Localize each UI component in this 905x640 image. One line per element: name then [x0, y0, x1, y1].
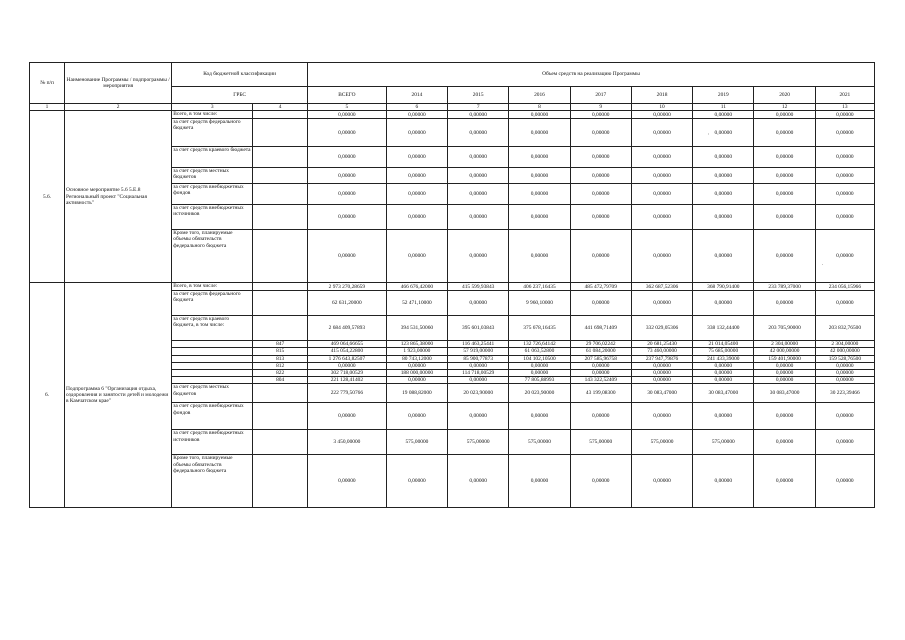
amount-cell: 415 054,22800: [307, 348, 386, 355]
amount-cell: 0,00000: [693, 403, 754, 430]
amount-cell: 114 718,00529: [448, 370, 509, 377]
amount-cell: 0,00000: [570, 403, 631, 430]
amount-cell: 575,00000: [509, 430, 570, 455]
amount-cell: 0,00000: [815, 291, 874, 316]
amount-cell: 0,00000: [754, 119, 815, 147]
header-year: 2018: [631, 86, 692, 103]
column-index: 7: [448, 104, 509, 111]
source-label: Всего, в том числе:: [172, 111, 253, 119]
source-label: за счет средств внебюджетных источников: [172, 205, 253, 230]
amount-cell: 0,00000: [509, 230, 570, 283]
amount-cell: 0,00000: [448, 230, 509, 283]
amount-cell: 222 779,50766: [307, 384, 386, 403]
amount-cell: 21 014,05400: [693, 341, 754, 348]
amount-cell: 2 304,00000: [754, 341, 815, 348]
header-year: 2016: [509, 86, 570, 103]
row-title: Основное мероприятие 5.6 5.Е.8 Региональный проект "Социальная активность": [65, 111, 172, 283]
amount-cell: 466 676,42000: [386, 283, 447, 291]
amount-cell: 73 460,00000: [631, 348, 692, 355]
scan-dot: .: [822, 262, 824, 267]
source-label: Кроме того, планируемые объемы обязательств федерального бюджета: [172, 230, 253, 283]
source-label: за счет средств местных бюджетов: [172, 168, 253, 184]
amount-cell: 1 276 643,82507: [307, 355, 386, 362]
source-label: за счет средств федерального бюджета: [172, 291, 253, 316]
amount-cell: 0,00000: [386, 147, 447, 168]
amount-cell: 0,00000: [509, 168, 570, 184]
amount-cell: 0,00000: [448, 111, 509, 119]
amount-cell: 575,00000: [448, 430, 509, 455]
row-number: 6.: [30, 283, 65, 508]
amount-cell: 52 471,10000: [386, 291, 447, 316]
amount-cell: 20 681,25430: [631, 341, 692, 348]
amount-cell: 123 865,38000: [386, 341, 447, 348]
amount-cell: 0,00000: [570, 291, 631, 316]
amount-cell: 30 223,39466: [815, 384, 874, 403]
amount-cell: 132 726,64142: [509, 341, 570, 348]
amount-cell: 362 687,52306: [631, 283, 692, 291]
amount-cell: 0,00000: [509, 370, 570, 377]
grbs-spacer: [172, 370, 253, 377]
amount-cell: 0,00000: [307, 168, 386, 184]
amount-cell: 30 083,47000: [631, 384, 692, 403]
amount-cell: 0,00000: [754, 205, 815, 230]
amount-cell: 0,00000: [693, 184, 754, 205]
source-label: Кроме того, планируемые объемы обязательств федерального бюджета: [172, 455, 253, 508]
amount-cell: 0,00000: [815, 377, 874, 384]
header-year: 2019: [693, 86, 754, 103]
amount-cell: 0,00000: [570, 455, 631, 508]
amount-cell: 75 685,00000: [693, 348, 754, 355]
grbs-cell: 847: [253, 341, 308, 348]
amount-cell: 0,00000: [815, 455, 874, 508]
amount-cell: 0,00000: [307, 111, 386, 119]
source-label: за счет средств краевого бюджета: [172, 147, 253, 168]
amount-cell: 0,00000: [448, 455, 509, 508]
amount-cell: 80 743,12000: [386, 355, 447, 362]
header-budget-code: Код бюджетной классификации: [172, 63, 308, 87]
amount-cell: 0,00000: [307, 403, 386, 430]
column-index: 3: [172, 104, 253, 111]
column-index: 9: [570, 104, 631, 111]
amount-cell: 0,00000: [631, 291, 692, 316]
amount-cell: 0,00000: [386, 362, 447, 369]
amount-cell: 0,00000: [815, 111, 874, 119]
amount-cell: 159 401,90000: [754, 355, 815, 362]
amount-cell: 302 718,00529: [307, 370, 386, 377]
amount-cell: 0,00000: [631, 119, 692, 147]
header-num: № п/п: [30, 63, 65, 104]
amount-cell: 0,00000: [754, 230, 815, 283]
amount-cell: 441 698,71409: [570, 316, 631, 341]
amount-cell: 0,00000: [509, 147, 570, 168]
amount-cell: 0,00000: [815, 168, 874, 184]
amount-cell: 0,00000: [631, 403, 692, 430]
amount-cell: 0,00000: [386, 455, 447, 508]
amount-cell: 2 304,00000: [815, 341, 874, 348]
row-number: 5.6.: [30, 111, 65, 283]
grbs-cell: [253, 168, 308, 184]
amount-cell: 0,00000: [307, 147, 386, 168]
column-index: 13: [815, 104, 874, 111]
amount-cell: 0,00000: [631, 184, 692, 205]
amount-cell: 159 528,76500: [815, 355, 874, 362]
amount-cell: 0,00000: [754, 291, 815, 316]
amount-cell: 0,00000: [754, 184, 815, 205]
amount-cell: 0,00000: [448, 184, 509, 205]
amount-cell: 0,00000: [386, 111, 447, 119]
amount-cell: 61 084,20000: [570, 348, 631, 355]
column-index: 12: [754, 104, 815, 111]
amount-cell: 42 000,00000: [815, 348, 874, 355]
amount-cell: 0,00000: [815, 430, 874, 455]
amount-cell: 0,00000: [448, 147, 509, 168]
amount-cell: 0,00000: [693, 455, 754, 508]
amount-cell: 20 023,90000: [448, 384, 509, 403]
amount-cell: 203 832,76500: [815, 316, 874, 341]
amount-cell: 469 064,66655: [307, 341, 386, 348]
amount-cell: 0,00000: [754, 377, 815, 384]
amount-cell: 77 805,88993: [509, 377, 570, 384]
amount-cell: 0,00000: [386, 168, 447, 184]
header-amounts: Объем средств на реализацию Программы: [307, 63, 874, 87]
header-year: 2021: [815, 86, 874, 103]
amount-cell: 29 706,02242: [570, 341, 631, 348]
amount-cell: 485 472,79709: [570, 283, 631, 291]
column-index: 11: [693, 104, 754, 111]
amount-cell: 85 900,77873: [448, 355, 509, 362]
amount-cell: 0,00000: [570, 147, 631, 168]
grbs-cell: [253, 403, 308, 430]
amount-cell: 241 433,39000: [693, 355, 754, 362]
amount-cell: 0,00000: [570, 111, 631, 119]
grbs-cell: [253, 291, 308, 316]
amount-cell: 0,00000: [448, 362, 509, 369]
grbs-cell: [253, 205, 308, 230]
amount-cell: 0,00000: [693, 230, 754, 283]
amount-cell: 0,00000: [570, 205, 631, 230]
grbs-cell: 812: [253, 362, 308, 369]
amount-cell: 0,00000: [448, 168, 509, 184]
grbs-cell: [253, 111, 308, 119]
amount-cell: 0,00000: [509, 362, 570, 369]
amount-cell: 20 023,90000: [509, 384, 570, 403]
amount-cell: 61 063,52800: [509, 348, 570, 355]
amount-cell: 0,00000: [386, 205, 447, 230]
amount-cell: 575,00000: [631, 430, 692, 455]
amount-cell: 62 631,20000: [307, 291, 386, 316]
grbs-cell: [253, 184, 308, 205]
amount-cell: 0,00000: [307, 119, 386, 147]
amount-cell: 395 601,03843: [448, 316, 509, 341]
amount-cell: 0,00000: [693, 119, 754, 147]
header-grbs: ГРБС: [172, 86, 308, 103]
amount-cell: 0,00000: [570, 230, 631, 283]
amount-cell: 0,00000: [631, 455, 692, 508]
amount-cell: 0,00000: [754, 168, 815, 184]
amount-cell: 0,00000: [754, 147, 815, 168]
amount-cell: 221 128,41402: [307, 377, 386, 384]
budget-table-sheet: [29, 62, 875, 508]
header-year: ВСЕГО: [307, 86, 386, 103]
source-label: за счет средств внебюджетных фондов: [172, 184, 253, 205]
amount-cell: 406 237,16435: [509, 283, 570, 291]
grbs-cell: [253, 119, 308, 147]
amount-cell: 0,00000: [815, 205, 874, 230]
table-row: [30, 283, 875, 291]
grbs-cell: [253, 455, 308, 508]
amount-cell: 0,00000: [509, 119, 570, 147]
amount-cell: 0,00000: [448, 119, 509, 147]
grbs-cell: [253, 316, 308, 341]
column-index: 10: [631, 104, 692, 111]
amount-cell: 0,00000: [386, 184, 447, 205]
header-year: 2020: [754, 86, 815, 103]
amount-cell: 0,00000: [307, 455, 386, 508]
source-label: за счет средств внебюджетных фондов: [172, 403, 253, 430]
amount-cell: 0,00000: [570, 370, 631, 377]
amount-cell: 0,00000: [631, 205, 692, 230]
amount-cell: 0,00000: [631, 370, 692, 377]
amount-cell: 0,00000: [693, 205, 754, 230]
amount-cell: 0,00000: [631, 362, 692, 369]
amount-cell: 375 678,16435: [509, 316, 570, 341]
budget-table: [29, 62, 875, 508]
scan-dot: ': [708, 134, 709, 139]
header-year: 2017: [570, 86, 631, 103]
amount-cell: 143 322,52409: [570, 377, 631, 384]
amount-cell: 0,00000: [631, 168, 692, 184]
column-index: 2: [65, 104, 172, 111]
amount-cell: 0,00000: [570, 168, 631, 184]
grbs-spacer: [172, 341, 253, 348]
amount-cell: 0,00000: [570, 119, 631, 147]
amount-cell: 0,00000: [754, 430, 815, 455]
amount-cell: 0,00000: [815, 403, 874, 430]
amount-cell: 43 199,08300: [570, 384, 631, 403]
amount-cell: 30 083,47000: [754, 384, 815, 403]
grbs-cell: [253, 147, 308, 168]
amount-cell: 0,00000: [754, 403, 815, 430]
column-index: 5: [307, 104, 386, 111]
amount-cell: 575,00000: [570, 430, 631, 455]
source-label: за счет средств внебюджетных источников: [172, 430, 253, 455]
amount-cell: 42 000,00000: [754, 348, 815, 355]
grbs-cell: 822: [253, 370, 308, 377]
amount-cell: 0,00000: [448, 205, 509, 230]
amount-cell: 0,00000: [693, 291, 754, 316]
header-name: Наименование Программы / подпрограммы / мероприятия: [65, 63, 172, 104]
grbs-cell: 815: [253, 348, 308, 355]
grbs-cell: [253, 283, 308, 291]
amount-cell: 0,00000: [448, 291, 509, 316]
amount-cell: 575,00000: [693, 430, 754, 455]
amount-cell: 104 102,10500: [509, 355, 570, 362]
grbs-cell: [253, 430, 308, 455]
grbs-spacer: [172, 355, 253, 362]
amount-cell: 0,00000: [386, 119, 447, 147]
amount-cell: 0,00000: [631, 111, 692, 119]
source-label: за счет средств местных бюджетов: [172, 384, 253, 403]
amount-cell: 2 973 270,28659: [307, 283, 386, 291]
amount-cell: 0,00000: [509, 455, 570, 508]
amount-cell: 0,00000: [693, 377, 754, 384]
amount-cell: 368 790,91400: [693, 283, 754, 291]
amount-cell: 0,00000: [815, 370, 874, 377]
amount-cell: 0,00000: [754, 362, 815, 369]
amount-cell: 0,00000: [693, 362, 754, 369]
amount-cell: 0,00000: [815, 184, 874, 205]
grbs-cell: 813: [253, 355, 308, 362]
amount-cell: 0,00000: [570, 184, 631, 205]
amount-cell: 0,00000: [509, 205, 570, 230]
grbs-spacer: [172, 348, 253, 355]
amount-cell: 0,00000: [631, 377, 692, 384]
amount-cell: 0,00000: [693, 111, 754, 119]
amount-cell: 0,00000: [509, 403, 570, 430]
amount-cell: 0,00000: [307, 205, 386, 230]
column-index: 8: [509, 104, 570, 111]
amount-cell: 0,00000: [307, 362, 386, 369]
amount-cell: 0,00000: [386, 377, 447, 384]
amount-cell: 234 056,15966: [815, 283, 874, 291]
header-year: 2015: [448, 86, 509, 103]
amount-cell: 2 684 409,57893: [307, 316, 386, 341]
column-index: 1: [30, 104, 65, 111]
source-label: за счет средств краевого бюджета, в том числе:: [172, 316, 253, 341]
amount-cell: 1 923,00000: [386, 348, 447, 355]
amount-cell: 0,00000: [815, 147, 874, 168]
amount-cell: 0,00000: [754, 111, 815, 119]
amount-cell: 3 450,00000: [307, 430, 386, 455]
amount-cell: 338 132,44400: [693, 316, 754, 341]
grbs-cell: [253, 384, 308, 403]
amount-cell: 30 083,47000: [693, 384, 754, 403]
amount-cell: 0,00000: [307, 230, 386, 283]
amount-cell: 0,00000: [570, 362, 631, 369]
header-year: 2014: [386, 86, 447, 103]
amount-cell: 0,00000: [307, 184, 386, 205]
amount-cell: 0,00000: [693, 370, 754, 377]
amount-cell: 0,00000: [631, 147, 692, 168]
amount-cell: 0,00000: [815, 230, 874, 283]
amount-cell: 203 705,90000: [754, 316, 815, 341]
amount-cell: 0,00000: [693, 168, 754, 184]
amount-cell: 0,00000: [631, 230, 692, 283]
amount-cell: 0,00000: [448, 377, 509, 384]
amount-cell: 415 599,93843: [448, 283, 509, 291]
table-row: [30, 111, 875, 119]
amount-cell: 0,00000: [386, 230, 447, 283]
grbs-cell: [253, 230, 308, 283]
amount-cell: 19 088,82000: [386, 384, 447, 403]
amount-cell: 0,00000: [815, 119, 874, 147]
amount-cell: 207 585,96758: [570, 355, 631, 362]
amount-cell: 394 531,50060: [386, 316, 447, 341]
grbs-spacer: [172, 377, 253, 384]
source-label: за счет средств федерального бюджета: [172, 119, 253, 147]
amount-cell: 0,00000: [509, 184, 570, 205]
amount-cell: 0,00000: [754, 455, 815, 508]
amount-cell: 116 463,25441: [448, 341, 509, 348]
amount-cell: 237 947,79876: [631, 355, 692, 362]
amount-cell: 233 789,37000: [754, 283, 815, 291]
row-title: Подпрограмма 6 "Организация отдыха, оздоровления и занятости детей и молодежи в Камчатском крае": [65, 283, 172, 508]
amount-cell: 0,00000: [693, 147, 754, 168]
amount-cell: 0,00000: [509, 111, 570, 119]
column-index: 6: [386, 104, 447, 111]
amount-cell: 57 919,00000: [448, 348, 509, 355]
column-index: 4: [253, 104, 308, 111]
amount-cell: 332 029,05306: [631, 316, 692, 341]
grbs-cell: 804: [253, 377, 308, 384]
amount-cell: 575,00000: [386, 430, 447, 455]
amount-cell: 0,00000: [448, 403, 509, 430]
amount-cell: 0,00000: [815, 362, 874, 369]
amount-cell: 188 000,00000: [386, 370, 447, 377]
amount-cell: 9 960,10000: [509, 291, 570, 316]
grbs-spacer: [172, 362, 253, 369]
amount-cell: 0,00000: [754, 370, 815, 377]
amount-cell: 0,00000: [386, 403, 447, 430]
source-label: Всего, в том числе:: [172, 283, 253, 291]
